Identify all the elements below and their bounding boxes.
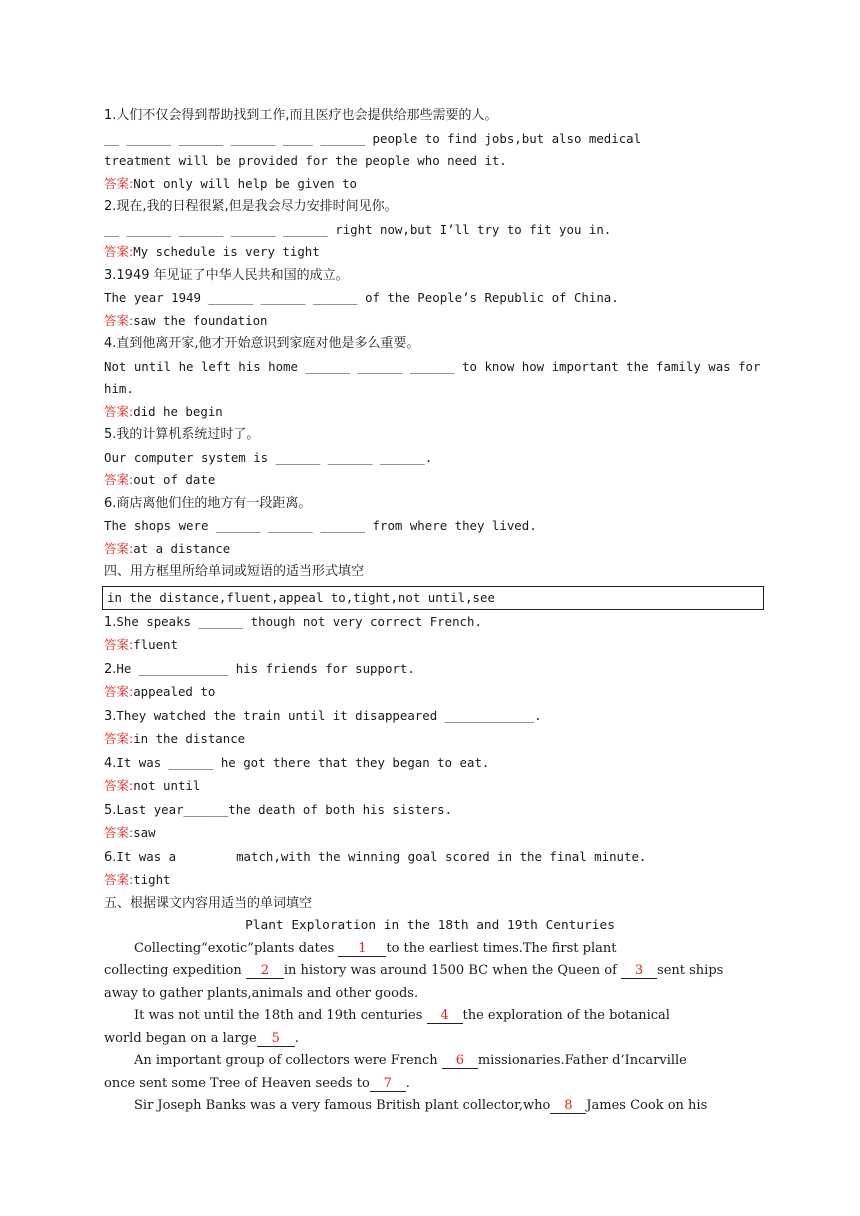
blank-5: 5 bbox=[257, 1031, 295, 1047]
answer-text: fluent bbox=[133, 637, 178, 652]
question-6-chinese: 6.商店离他们住的地方有一段距离。 bbox=[104, 495, 312, 511]
fill-question-6-answer bbox=[104, 869, 756, 893]
passage-p1-line1: Collecting“exotic”plants dates 1 to the earliest times.The first plant bbox=[134, 940, 617, 956]
blank-6: 6 bbox=[442, 1053, 478, 1069]
answer-text: appealed to bbox=[133, 684, 216, 699]
question-6-answer bbox=[104, 538, 756, 562]
question-4-english-line1: Not until he left his home ______ ______ ______ to know how important the family was for bbox=[104, 358, 761, 374]
question-1-answer bbox=[104, 173, 756, 197]
blank-8: 8 bbox=[550, 1098, 586, 1114]
passage-p3-line2: once sent some Tree of Heaven seeds to 7 . bbox=[104, 1075, 410, 1091]
question-1-chinese: 1.人们不仅会得到帮助找到工作,而且医疗也会提供给那些需要的人。 bbox=[104, 108, 498, 123]
word-box: in the distance,fluent,appeal to,tight,not until,see bbox=[102, 586, 764, 610]
worksheet-page bbox=[104, 105, 761, 1118]
section-4-heading: 四、用方框里所给单词或短语的适当形式填空 bbox=[104, 564, 365, 579]
answer-text: at a distance bbox=[133, 540, 231, 556]
question-1-english-line1: __ ______ ______ ______ ____ ______ people to find jobs,but also medical bbox=[104, 130, 642, 146]
answer-text: saw bbox=[133, 825, 156, 840]
passage-p3-line1: An important group of collectors were French 6 missionaries.Father d’Incarville bbox=[134, 1053, 687, 1068]
question-4-chinese: 4.直到他离开家,他才开始意识到家庭对他是多么重要。 bbox=[104, 336, 420, 351]
answer-label: 答案: bbox=[104, 540, 134, 556]
passage-p1-line2: collecting expedition 2 in history was around 1500 BC when the Queen of 3 sent ships bbox=[104, 963, 724, 978]
answer-text: did he begin bbox=[133, 403, 223, 419]
answer-text: My schedule is very tight bbox=[133, 244, 320, 259]
question-3-answer bbox=[104, 310, 756, 334]
answer-text: out of date bbox=[133, 472, 216, 487]
answer-label: 答案: bbox=[104, 637, 134, 652]
answer-text: Not only will help be given to bbox=[133, 175, 358, 191]
passage-p4-line1: Sir Joseph Banks was a very famous British plant collector,who 8 James Cook on his bbox=[134, 1098, 708, 1113]
blank-4: 4 bbox=[427, 1008, 463, 1024]
fill-question-3: 3.They watched the train until it disappeared ____________. bbox=[104, 707, 542, 724]
answer-text: not until bbox=[133, 778, 201, 793]
question-3-english: The year 1949 ______ ______ ______ of the People’s Republic of China. bbox=[104, 290, 619, 305]
passage-p2-line2: world began on a large 5 . bbox=[104, 1030, 299, 1046]
answer-text: saw the foundation bbox=[133, 312, 268, 328]
passage-title: Plant Exploration in the 18th and 19th Centuries bbox=[245, 918, 615, 933]
answer-text: tight bbox=[133, 872, 171, 887]
answer-label: 答案: bbox=[104, 778, 134, 793]
fill-question-3-answer bbox=[104, 728, 756, 752]
fill-question-1-answer bbox=[104, 634, 756, 658]
fill-question-1: 1.She speaks ______ though not very correct French. bbox=[104, 613, 482, 630]
answer-label: 答案: bbox=[104, 403, 134, 419]
blank-2: 2 bbox=[246, 963, 284, 979]
fill-question-5-answer bbox=[104, 822, 756, 846]
answer-label: 答案: bbox=[104, 825, 134, 840]
blank-7: 7 bbox=[370, 1076, 406, 1092]
question-4-english-line2: him. bbox=[104, 381, 134, 396]
answer-label: 答案: bbox=[104, 472, 134, 487]
answer-label: 答案: bbox=[104, 872, 134, 887]
passage-p1-line3: away to gather plants,animals and other goods. bbox=[104, 985, 419, 1001]
blank-3: 3 bbox=[621, 963, 657, 979]
section-5-heading: 五、根据课文内容用适当的单词填空 bbox=[104, 895, 313, 911]
fill-question-4: 4.It was ______ he got there that they began to eat. bbox=[104, 754, 490, 771]
fill-question-6: 6.It was a match,with the winning goal scored in the final minute. bbox=[104, 848, 647, 865]
answer-label: 答案: bbox=[104, 731, 134, 746]
fill-question-5: 5.Last year______the death of both his sisters. bbox=[104, 801, 453, 818]
blank-1: 1 bbox=[338, 941, 386, 957]
answer-text: in the distance bbox=[133, 731, 246, 746]
question-5-answer bbox=[104, 469, 756, 493]
answer-label: 答案: bbox=[104, 175, 134, 191]
fill-question-2-answer bbox=[104, 681, 756, 705]
answer-label: 答案: bbox=[104, 312, 134, 328]
question-2-chinese: 2.现在,我的日程很紧,但是我会尽力安排时间见你。 bbox=[104, 199, 398, 214]
answer-label: 答案: bbox=[104, 244, 134, 259]
question-2-answer bbox=[104, 241, 756, 265]
question-5-english: Our computer system is ______ ______ ______. bbox=[104, 449, 433, 465]
fill-question-2: 2.He ____________ his friends for support. bbox=[104, 660, 415, 677]
passage-p2-line1: It was not until the 18th and 19th centuries 4 the exploration of the botanical bbox=[134, 1008, 670, 1023]
question-1-english-line2: treatment will be provided for the people who need it. bbox=[104, 153, 507, 168]
question-4-answer bbox=[104, 401, 756, 425]
question-6-english: The shops were ______ ______ ______ from where they lived. bbox=[104, 518, 537, 533]
question-3-chinese: 3.1949 年见证了中华人民共和国的成立。 bbox=[104, 267, 349, 283]
question-2-english: __ ______ ______ ______ ______ right now,but I’ll try to fit you in. bbox=[104, 221, 612, 237]
fill-question-4-answer bbox=[104, 775, 756, 799]
answer-label: 答案: bbox=[104, 684, 134, 699]
question-5-chinese: 5.我的计算机系统过时了。 bbox=[104, 427, 260, 442]
